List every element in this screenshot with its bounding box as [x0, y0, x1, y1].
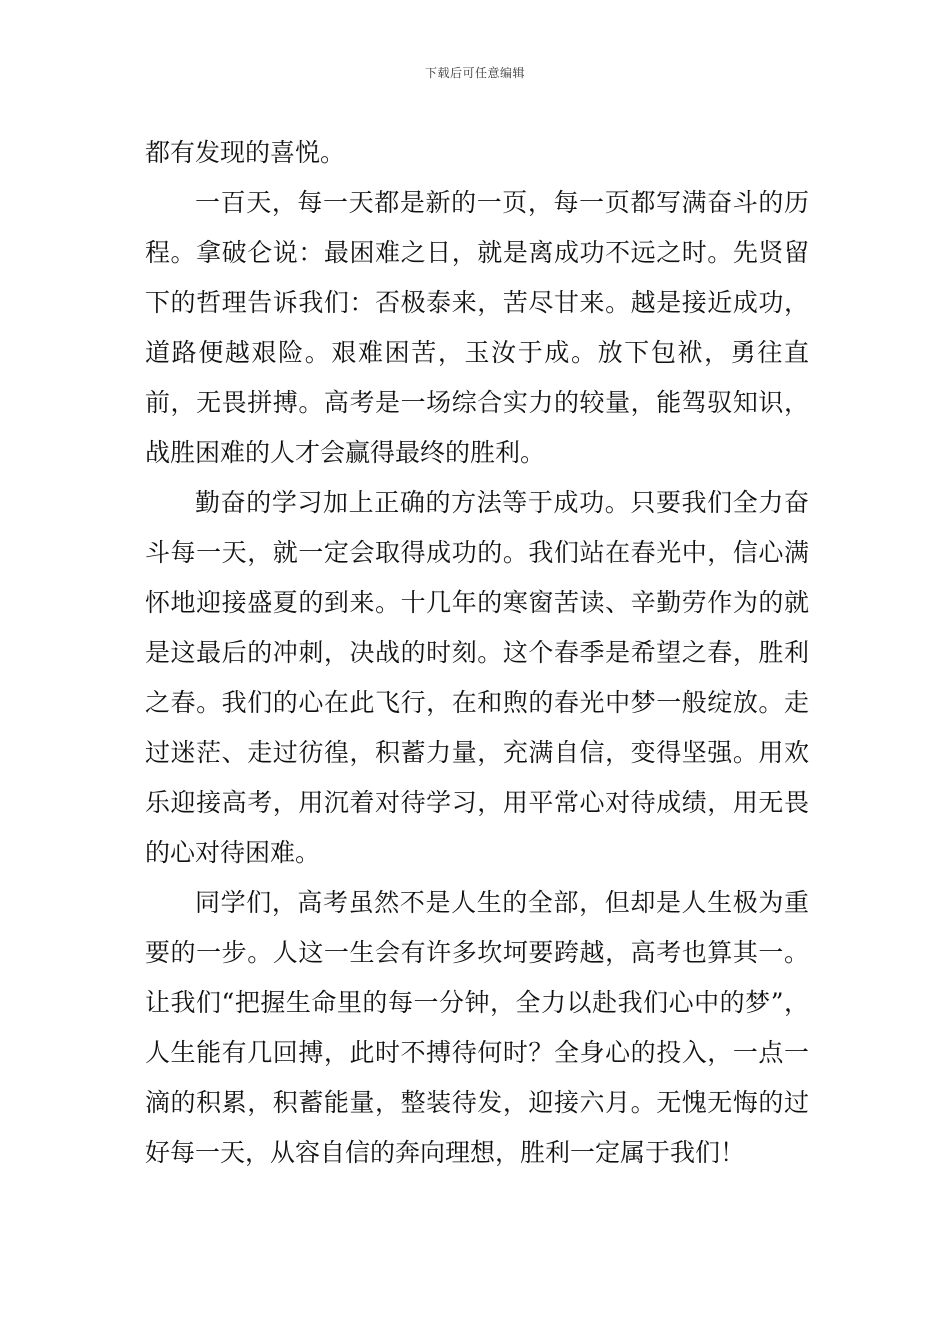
paragraph-2: 一百天，每一天都是新的一页，每一页都写满奋斗的历程。拿破仑说：最困难之日，就是离成功不远之时。先贤留下的哲理告诉我们：否极泰来，苦尽甘来。越是接近成功，道路便越艰险。艰难困苦，玉汝于成。放下包袱，勇往直前，无畏拼搏。高考是一场综合实力的较量，能驾驭知识，战胜困难的人才会赢得最终的胜利。 — [145, 188, 809, 467]
paragraph-4: 同学们，高考虽然不是人生的全部，但却是人生极为重要的一步。人这一生会有许多坎坷要跨越，高考也算其一。让我们“把握生命里的每一分钟，全力以赴我们心中的梦”，人生能有几回搏，此时不搏待何时？全身心的投入，一点一滴的积累，积蓄能量，整装待发，迎接六月。无愧无悔的过好每一天，从容自信的奔向理想，胜利一定属于我们！ — [145, 888, 809, 1167]
paragraph-3: 勤奋的学习加上正确的方法等于成功。只要我们全力奋斗每一天，就一定会取得成功的。我们站在春光中，信心满怀地迎接盛夏的到来。十几年的寒窗苦读、辛勤劳作为的就是这最后的冲刺，决战的时刻。这个春季是希望之春，胜利之春。我们的心在此飞行，在和煦的春光中梦一般绽放。走过迷茫、走过彷徨，积蓄力量，充满自信，变得坚强。用欢乐迎接高考，用沉着对待学习，用平常心对待成绩，用无畏的心对待困难。 — [145, 488, 809, 867]
page-header: 下载后可任意编辑 — [424, 66, 525, 80]
document-body — [145, 128, 809, 1178]
paragraph-1: 都有发现的喜悦。 — [145, 138, 346, 167]
